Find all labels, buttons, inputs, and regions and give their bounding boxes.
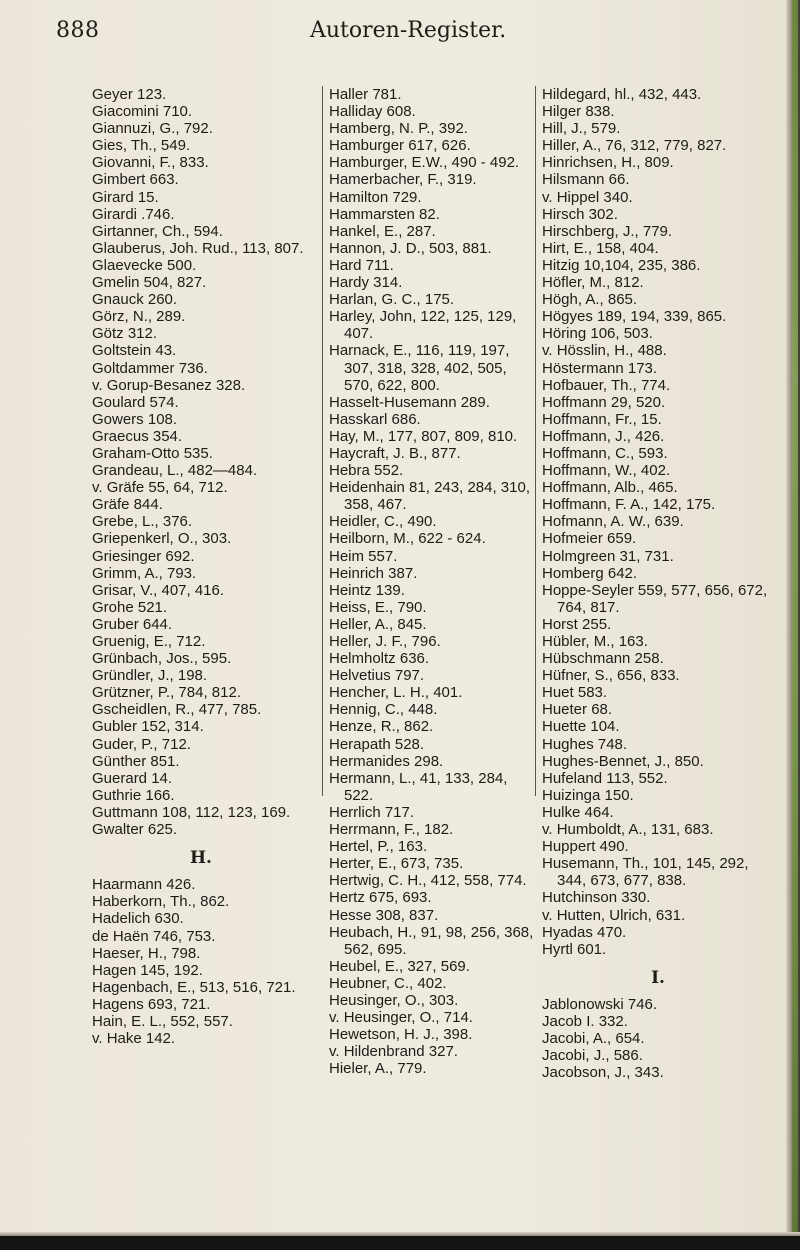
index-entry: Huizinga 150. [542,786,634,804]
index-entry: Grebe, L., 376. [92,513,193,531]
index-entry: Hoffmann, W., 402. [542,462,671,480]
index-entry: Gscheidlen, R., 477, 785. [92,701,262,719]
index-entry: Grützner, P., 784, 812. [92,684,241,702]
index-entry: de Haën 746, 753. [92,927,216,945]
index-entry: Hankel, E., 287. [329,222,436,240]
index-entry: Heubach, H., 91, 98, 256, 368, 562, 695. [329,923,534,958]
index-entry: Haarmann 426. [92,876,196,894]
index-entry: Harley, John, 122, 125, 129, 407. [329,308,517,343]
section-heading: I. [651,967,665,988]
index-entry: Gnauck 260. [92,291,178,309]
index-entry: Henze, R., 862. [329,718,434,736]
index-entry: Grisar, V., 407, 416. [92,581,225,599]
running-header [56,18,756,48]
index-entry: Guttmann 108, 112, 123, 169. [92,803,291,821]
index-entry: Holmgreen 31, 731. [542,547,674,565]
index-entry: Hirsch 302. [542,205,618,223]
index-entry: Hüfner, S., 656, 833. [542,667,680,685]
index-entry: Gubler 152, 314. [92,718,204,736]
index-entry: Hasselt-Husemann 289. [329,393,490,411]
index-entry: Heinrich 387. [329,564,418,582]
index-entry: Geyer 123. [92,86,167,103]
index-entry: Jacobson, J., 343. [542,1064,664,1082]
index-entry: Grünbach, Jos., 595. [92,650,232,668]
index-entry: Hardy 314. [329,274,403,292]
index-entry: Haberkorn, Th., 862. [92,893,230,911]
index-entry: Haycraft, J. B., 877. [329,444,461,462]
index-entry: Hennig, C., 448. [329,701,438,719]
index-entry: Gies, Th., 549. [92,137,191,155]
index-entry: Guerard 14. [92,769,173,787]
index-entry: Högh, A., 865. [542,291,638,309]
index-entry: Jacobi, A., 654. [542,1030,645,1048]
index-entry: Gräfe 844. [92,496,163,514]
index-entry: Hoffmann, J., 426. [542,427,665,445]
index-entry: Hübler, M., 163. [542,633,648,650]
index-entry: Günther 851. [92,752,180,770]
book-spine-cover [792,0,798,1250]
index-entry: Hughes-Bennet, J., 850. [542,752,704,770]
index-entry: Halliday 608. [329,103,416,121]
index-entry: Gruenig, E., 712. [92,633,206,650]
index-entry: Hofbauer, Th., 774. [542,376,671,394]
index-entry: v. Heusinger, O., 714. [329,1009,473,1027]
index-entry: Graham-Otto 535. [92,444,213,462]
index-entry: Graecus 354. [92,427,183,445]
index-entry: Hinrichsen, H., 809. [542,154,674,172]
index-entry: Hirt, E., 158, 404. [542,239,659,257]
index-column-1 [92,86,310,1047]
index-entry: Jacob I. 332. [542,1012,628,1030]
index-entry: Hoffmann, F. A., 142, 175. [542,496,716,514]
index-entry: Hueter 68. [542,701,613,719]
index-entry: Hufeland 113, 552. [542,769,668,787]
index-entry: Harnack, E., 116, 119, 197, 307, 318, 328, 402, 505, 570, 622, 800. [329,342,510,394]
index-entry: Heiss, E., 790. [329,598,427,616]
index-entry: Grandeau, L., 482—484. [92,462,258,480]
index-entry: Heller, A., 845. [329,615,427,633]
index-entry: v. Hösslin, H., 488. [542,342,667,360]
index-entry: Goulard 574. [92,393,179,411]
index-entry: Hannon, J. D., 503, 881. [329,239,492,257]
index-entry: Hilsmann 66. [542,171,630,189]
index-entry: Höring 106, 503. [542,325,653,343]
index-entry: Hamburger, E.W., 490 - 492. [329,154,520,172]
index-entry: v. Gräfe 55, 64, 712. [92,479,228,497]
index-entry: Höstermann 173. [542,359,658,377]
index-entry: v. Humboldt, A., 131, 683. [542,821,714,839]
index-entry: Hofmann, A. W., 639. [542,513,684,531]
index-entry: Goltdammer 736. [92,359,208,377]
index-entry: Herrlich 717. [329,803,415,821]
index-entry: Hamilton 729. [329,188,422,206]
scan-bottom-border [0,1236,800,1250]
index-entry: Hoffmann, C., 593. [542,444,668,462]
index-entry: Hadelich 630. [92,910,184,928]
index-entry: Hill, J., 579. [542,120,621,138]
index-entry: Glauberus, Joh. Rud., 113, 807. [92,239,304,257]
index-entry: Hoppe-Seyler 559, 577, 656, 672, 764, 817. [542,581,768,616]
index-entry: Glaevecke 500. [92,256,197,274]
index-entry: Hyadas 470. [542,923,627,941]
index-entry: Hagen 145, 192. [92,961,203,979]
index-entry: Heidenhain 81, 243, 284, 310, 358, 467. [329,479,530,514]
index-entry: v. Hippel 340. [542,188,633,206]
index-entry: Helvetius 797. [329,667,425,685]
index-entry: Huppert 490. [542,838,629,856]
index-entry: Husemann, Th., 101, 145, 292, 344, 673, 677, 838. [542,855,749,890]
index-entry: Hoffmann, Alb., 465. [542,479,678,497]
index-entry: Hertel, P., 163. [329,838,428,856]
index-entry: Hagens 693, 721. [92,995,211,1013]
index-entry: Helmholtz 636. [329,650,430,668]
index-entry: Heusinger, O., 303. [329,991,459,1009]
index-entry: Hiller, A., 76, 312, 779, 827. [542,137,727,155]
index-entry: Hammarsten 82. [329,205,440,223]
index-entry: Guder, P., 712. [92,735,191,753]
index-entry: v. Hildenbrand 327. [329,1043,458,1061]
index-entry: Hermanides 298. [329,752,444,770]
section-heading: H. [190,848,212,869]
index-entry: Heubner, C., 402. [329,974,447,992]
index-entry: Hasskarl 686. [329,410,421,428]
index-entry: Heilborn, M., 622 - 624. [329,530,486,548]
index-entry: Gwalter 625. [92,821,178,839]
index-entry: v. Hutten, Ulrich, 631. [542,906,686,924]
index-entry: Hirschberg, J., 779. [542,222,673,240]
index-entry: Huet 583. [542,684,608,702]
index-entry: Gowers 108. [92,410,178,428]
index-entry: Gründler, J., 198. [92,667,208,685]
index-entry: Hamerbacher, F., 319. [329,171,477,189]
index-entry: Hertz 675, 693. [329,889,432,907]
index-entry: Harlan, G. C., 175. [329,291,455,309]
index-entry: Heidler, C., 490. [329,513,437,531]
index-entry: Hesse 308, 837. [329,906,439,924]
index-entry: Jacobi, J., 586. [542,1047,643,1065]
index-entry: Haller 781. [329,86,402,103]
index-entry: Griesinger 692. [92,547,195,565]
index-entry: Hoffmann 29, 520. [542,393,666,411]
index-entry: Girard 15. [92,188,159,206]
index-entry: Heubel, E., 327, 569. [329,957,470,975]
index-entry: Heintz 139. [329,581,405,599]
index-entry: Girtanner, Ch., 594. [92,222,223,240]
index-entry: Giacomini 710. [92,103,193,121]
index-entry: Hughes 748. [542,735,628,753]
index-entry: Herter, E., 673, 735. [329,855,464,873]
index-entry: Jablonowski 746. [542,995,658,1013]
index-entry: Hencher, L. H., 401. [329,684,463,702]
index-entry: Hermann, L., 41, 133, 284, 522. [329,769,508,804]
index-column-3 [535,86,774,1082]
index-entry: Homberg 642. [542,564,638,582]
index-entry: Herrmann, F., 182. [329,821,454,839]
index-entry: Hain, E. L., 552, 557. [92,1012,233,1030]
index-entry: Hilger 838. [542,103,615,121]
index-entry: Hieler, A., 779. [329,1060,427,1078]
index-entry: v. Gorup-Besanez 328. [92,376,246,394]
index-entry: Giovanni, F., 833. [92,154,209,172]
index-entry: Hübschmann 258. [542,650,664,668]
index-entry: Högyes 189, 194, 339, 865. [542,308,727,326]
index-entry: Hertwig, C. H., 412, 558, 774. [329,872,527,890]
index-entry: Horst 255. [542,615,612,633]
index-entry: Hildegard, hl., 432, 443. [542,86,702,103]
index-entry: Hamberg, N. P., 392. [329,120,468,138]
index-entry: Guthrie 166. [92,786,175,804]
index-entry: Hebra 552. [329,462,404,480]
index-entry: Höfler, M., 812. [542,274,644,292]
index-entry: Goltstein 43. [92,342,177,360]
index-entry: Gruber 644. [92,615,173,633]
index-entry: Griepenkerl, O., 303. [92,530,232,548]
index-entry: Hulke 464. [542,803,614,821]
index-entry: Hewetson, H. J., 398. [329,1026,473,1044]
index-entry: Herapath 528. [329,735,425,753]
index-entry: Götz 312. [92,325,158,343]
index-entry: Hoffmann, Fr., 15. [542,410,662,428]
index-entry: Görz, N., 289. [92,308,186,326]
index-entry: Hofmeier 659. [542,530,637,548]
index-column-2 [322,86,535,1078]
index-entry: Hitzig 10,104, 235, 386. [542,256,701,274]
index-entry: Hard 711. [329,256,394,274]
index-entry: Heim 557. [329,547,398,565]
index-entry: Heller, J. F., 796. [329,633,441,650]
index-entry: Hay, M., 177, 807, 809, 810. [329,427,518,445]
index-entry: v. Hake 142. [92,1030,176,1048]
index-entry: Gimbert 663. [92,171,179,189]
index-entry: Hamburger 617, 626. [329,137,471,155]
page-number: 888 [56,18,100,43]
index-entry: Grimm, A., 793. [92,564,197,582]
index-entry: Huette 104. [542,718,620,736]
index-entry: Hutchinson 330. [542,889,651,907]
index-entry: Gmelin 504, 827. [92,274,207,292]
index-entry: Grohe 521. [92,598,168,616]
running-title: Autoren-Register. [310,18,507,43]
index-entry: Girardi .746. [92,205,175,223]
index-entry: Hagenbach, E., 513, 516, 721. [92,978,296,996]
index-entry: Giannuzi, G., 792. [92,120,213,138]
index-entry: Hyrtl 601. [542,940,607,958]
index-entry: Haeser, H., 798. [92,944,201,962]
